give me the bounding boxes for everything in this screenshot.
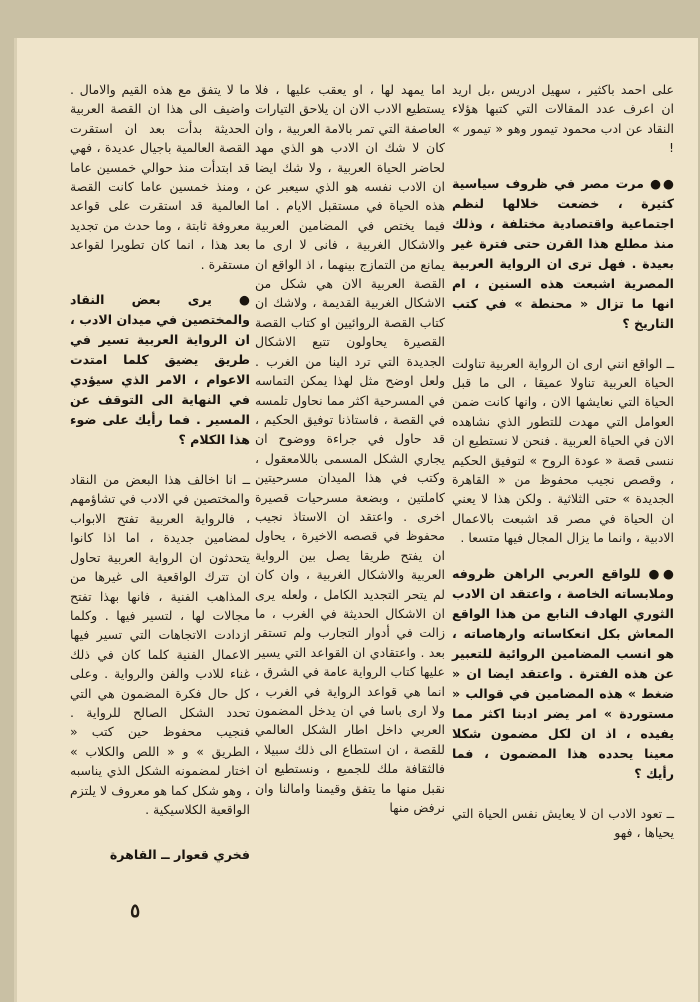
author-signature: فخري قعوار ــ القاهرة xyxy=(109,847,250,863)
column-right xyxy=(452,80,674,859)
answer-paragraph: على احمد باكثير ، سهيل ادريس ،بل اريد ان اعرف عدد المقالات التي كتبها هؤلاء النقاد عن ادب محمود تيمور وهو « تيمور » ! xyxy=(452,82,674,156)
answer-paragraph: ــ انا اخالف هذا البعض من النقاد والمختصين في الادب في تشاؤمهم ، فالرواية العربية تفتح الابواب لمضامين جديدة ، اما اذا كانوا يتحدثون ان الرواية العربية تحاول ان تترك الواقعية الى غيرها من المذاهب الفنية ، فانها بهذا تفتح مجالات لها ، لتسير فيها . وكلما ازدادت الاتجاهات التي تسير فيها الاعمال الفنية كلما كان في ذلك غناء للادب والفن والرواية . وعلى كل حال فكرة المضمون هي التي تحدد الشكل الصالح للرواية . فنجيب محفوظ حين كتب « الطريق » و « اللص والكلاب » اختار لمضمونه الشكل الذي يناسبه ، وهو شكل كما هو معروف لا يلتزم الواقعية الكلاسيكية . xyxy=(70,472,250,817)
interview-question: ● يرى بعض النقاد والمختصين في ميدان الادب ، ان الرواية العربية تسير في طريق يضيق كلما امتدت الاعوام ، الامر الذي سيؤدي في النهاية الى التوقف عن المسير . فما رأيك على ضوء هذا الكلام ؟ xyxy=(70,292,250,448)
interview-question: ●● مرت مصر في ظروف سياسية كثيرة ، خضعت خلالها لنظم اجتماعية واقتصادية مختلفة ، وذلك منذ مطلع هذا القرن حتى فترة غير بعيدة . فهل ترى ان الرواية العربية المصرية اشبعت هذه السنين ، ام انها ما تزال « محنطة » في كتب التاريخ ؟ xyxy=(452,175,674,331)
column-middle xyxy=(255,80,445,833)
page-edge xyxy=(14,38,17,1002)
column-left xyxy=(70,80,250,885)
answer-paragraph: ما لا يتفق مع هذه القيم والامال . واضيف الى هذا ان القصة العربية الحديثة بدأت بعد ان استقرت القصة العالمية باجيال عديدة ، فهي قد ابتدأت منذ حوالي خمسين عاما ، ومنذ خمسين عاما كانت القصة العالمية قد استقرت على قواعد معروفة ثابتة ، وما حدث من تجديد بعد هذا ، انما كان تطويرا لقواعد مستقرة . xyxy=(70,82,250,272)
answer-paragraph: اما يمهد لها ، او يعقب عليها ، فلا يستطيع الادب الان ان يلاحق التيارات العاصفة التي تمر بالامة العربية ، وان كان لا شك ان الادب هو الذي مهد لحاضر الحياة العربية ، ولا شك ايضا ان الادب نفسه هو الذي سيعبر عن هذه الحياة في مستقبل الايام . اما فيما يختص في المضامين العربية والاشكال الغربية ، فانى لا ارى ما يمانع من التمازج بينهما ، اذ الواقع ان القصة العربية الان هي شكل من الاشكال الغربية القديمة ، ولاشك ان كتاب القصة الروائيين او كتاب القصة القصيرة يحاولون تتبع الاشكال الجديدة التي ترد الينا من الغرب . ولعل اوضح مثل لهذا يمكن التماسه في المسرحية اكثر مما نحاول تلمسه في القصة ، فاستاذنا توفيق الحكيم ، قد حاول في جراءة ووضوح ان يجاري الشكل المسمى باللامعقول ، وكتب في هذا الميدان مسرحيتين كاملتين ، وبضعة مسرحيات قصيرة اخرى . واعتقد ان الاستاذ نجيب محفوظ في قصصه الاخيرة ، يحاول ان يفتح طريقا يصل بين الرواية العربية والاشكال الغربية ، وان كان لم يتحر التجديد الكامل ، ولعله يرى ان الاشكال الحديثة في الغرب ، ما زالت في أدوار التجارب ولم تستقر بعد . واعتقادي ان القواعد التي يسير عليها كتاب الرواية عامة في الشرق ، انما هي قواعد الرواية في الغرب ، ولا ارى باسا في ان يدخل المضمون العربي داخل اطار الشكل العالمي للقصة ، ان استطاع الى ذلك سبيلا ، فالثقافة ملك للجميع ، ونستطيع ان نقبل منها ما يتفق وقيمنا وامالنا وان نرفض منها xyxy=(255,82,445,816)
page-number: ٥ xyxy=(130,900,141,922)
answer-paragraph: ــ تعود الادب ان لا يعايش نفس الحياة التي يحياها ، فهو xyxy=(452,805,674,841)
interview-question: ●● للواقع العربي الراهن ظروفه وملابساته الخاصة ، واعتقد ان الادب الثوري الهادف النابع من هذا الواقع المعاش بكل انعكاساته وارهاصاته ، هو انسب المضامين الروائية للتعبير عن هذه الفترة . واعتقد ايضا ان « ضغط » هذه المضامين في قوالب « مستوردة » امر يضر ادبنا اكثر مما يفيده ، اذ ان لكل مضمون شكلا معينا يحدده هذا المضمون ، فما رأيك ؟ xyxy=(452,565,674,781)
answer-paragraph: ــ الواقع انني ارى ان الرواية العربية تناولت الحياة العربية تناولا عميقا ، الى ما قبل الحياة التي نعايشها الان ، وانها كانت ضمن العوامل التي مهدت للتطور الذي نشاهده الان في الحياة العربية . فنحن لا نستطيع ان ننسى قصة « عودة الروح » لتوفيق الحكيم ، وقصص نجيب محفوظ من « القاهرة الجديدة » حتى الثلاثية . ولكن هذا لا يعني ان الحياة في مصر قد اشبعت بالاعمال الادبية ، وانما ما يزال المجال فيها متسعا . xyxy=(452,355,674,546)
